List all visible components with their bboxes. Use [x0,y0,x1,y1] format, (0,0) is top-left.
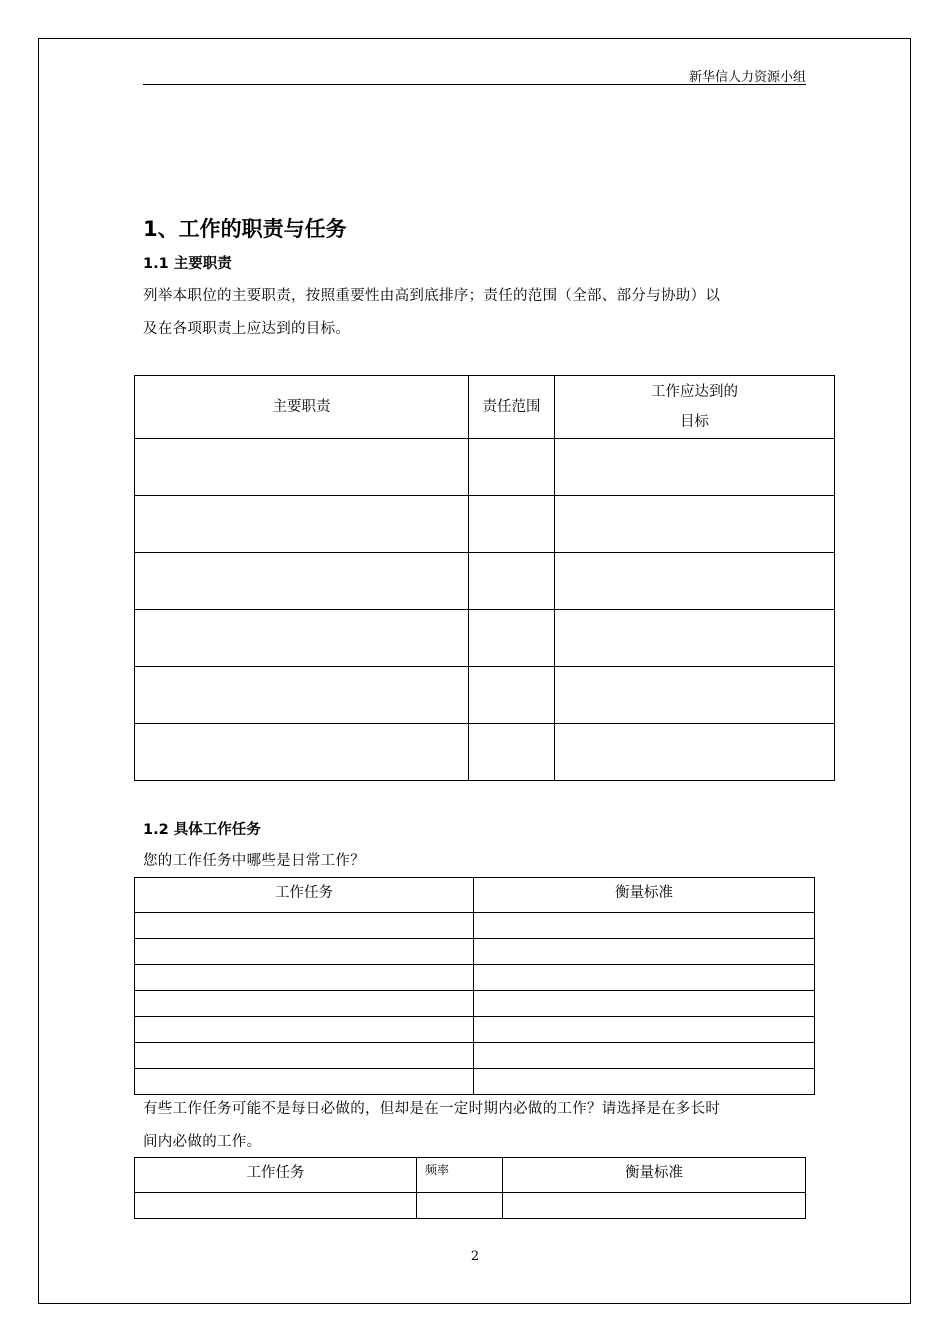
table-cell[interactable] [503,1193,806,1219]
table-cell[interactable] [135,991,474,1017]
periodic-tasks-question-line2: 间内必做的工作。 [143,1134,262,1150]
col-header-standard: 衡量标准 [503,1158,806,1193]
periodic-tasks-question-line1: 有些工作任务可能不是每日必做的，但却是在一定时期内必做的工作？请选择是在多长时 [143,1101,721,1117]
table-cell[interactable] [135,496,469,553]
table-cell[interactable] [555,439,835,496]
table-cell[interactable] [474,913,815,939]
table-cell[interactable] [469,553,555,610]
duties-description-line2: 及在各项职责上应达到的目标。 [143,321,351,337]
table-cell[interactable] [135,1069,474,1095]
col-header-target-line2: 目标 [680,414,709,430]
table-cell[interactable] [474,1043,815,1069]
table-row [135,913,815,939]
table-cell[interactable] [469,724,555,781]
table-header-row [135,1158,806,1193]
col-header-main-duty: 主要职责 [135,376,469,439]
table-cell[interactable] [474,1069,815,1095]
table-cell[interactable] [474,1017,815,1043]
table-cell[interactable] [135,1193,417,1219]
col-header-task: 工作任务 [135,878,474,913]
table-cell[interactable] [555,496,835,553]
table-cell[interactable] [135,1017,474,1043]
table-header-row [135,376,835,439]
section-title: 1、工作的职责与任务 [143,217,347,241]
table-cell[interactable] [469,667,555,724]
table-cell[interactable] [135,667,469,724]
table-cell[interactable] [555,667,835,724]
col-header-frequency: 频率 [417,1158,503,1193]
col-header-scope: 责任范围 [469,376,555,439]
table-cell[interactable] [555,724,835,781]
table-row [135,939,815,965]
subsection-main-duties-title: 1.1 主要职责 [143,256,232,272]
table-cell[interactable] [135,553,469,610]
table-cell[interactable] [135,724,469,781]
table-header-row [135,878,815,913]
table-cell[interactable] [135,965,474,991]
table-cell[interactable] [474,991,815,1017]
table-row [135,496,835,553]
table-row [135,965,815,991]
periodic-tasks-table [134,1157,806,1219]
page-number: 2 [470,1249,480,1264]
table-cell[interactable] [135,913,474,939]
table-row [135,1069,815,1095]
col-header-target-line1: 工作应达到的 [651,384,738,400]
table-cell[interactable] [417,1193,503,1219]
table-row [135,439,835,496]
table-row [135,553,835,610]
table-cell[interactable] [555,553,835,610]
table-cell[interactable] [469,496,555,553]
table-cell[interactable] [555,610,835,667]
table-row [135,1043,815,1069]
table-cell[interactable] [474,965,815,991]
col-header-standard: 衡量标准 [474,878,815,913]
table-cell[interactable] [135,1043,474,1069]
table-row [135,724,835,781]
table-cell[interactable] [469,439,555,496]
duties-description-line1: 列举本职位的主要职责，按照重要性由高到底排序；责任的范围（全部、部分与协助）以 [143,288,721,304]
table-cell[interactable] [135,439,469,496]
table-cell[interactable] [135,939,474,965]
col-header-task: 工作任务 [135,1158,417,1193]
main-duties-table [134,375,835,781]
table-cell[interactable] [474,939,815,965]
table-row [135,1193,806,1219]
table-row [135,610,835,667]
table-cell[interactable] [135,610,469,667]
table-row [135,1017,815,1043]
page-header [143,64,806,85]
daily-tasks-table [134,877,815,1095]
table-cell[interactable] [469,610,555,667]
header-org: 新华信人力资源小组 [688,70,806,85]
table-row [135,991,815,1017]
daily-tasks-question: 您的工作任务中哪些是日常工作？ [143,853,365,869]
subsection-tasks-title: 1.2 具体工作任务 [143,822,261,838]
col-header-target [555,376,835,439]
table-row [135,667,835,724]
